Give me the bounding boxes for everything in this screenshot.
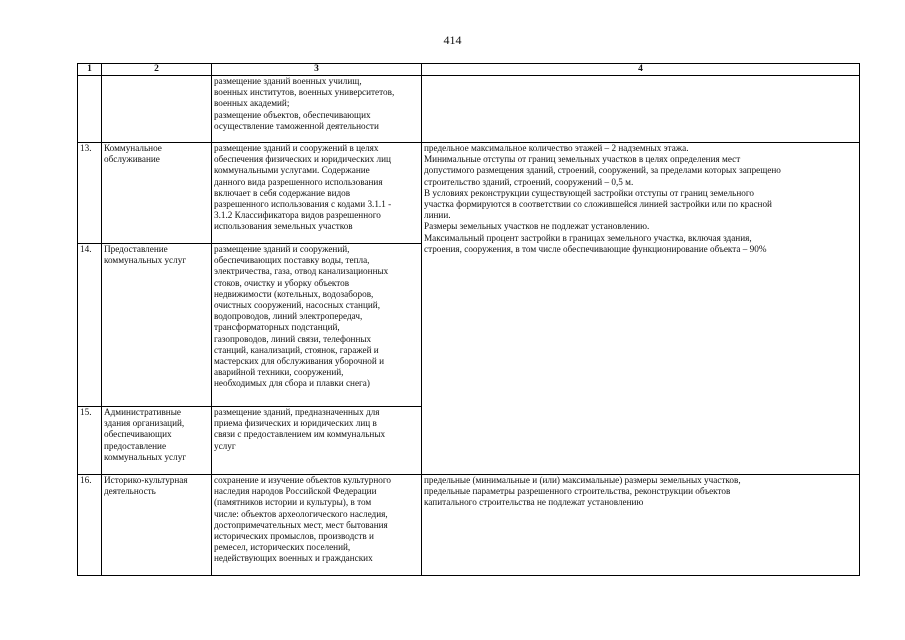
column-header-1: 1 (78, 64, 102, 76)
row-number-cell: 13. (78, 143, 102, 244)
page-number: 414 (443, 33, 462, 47)
use-name-cell: Историко-культурная деятельность (102, 475, 212, 576)
table-header-row (78, 64, 860, 76)
use-name-cell: Коммунальное обслуживание (102, 143, 212, 244)
table-row (78, 475, 860, 576)
column-header-3: 3 (212, 64, 422, 76)
column-header-2: 2 (102, 64, 212, 76)
row-number-cell: 15. (78, 407, 102, 475)
use-description-cell: размещение зданий и сооружений, обеспечивающих поставку воды, тепла, электричества, газа, отвод канализационных стоков, очистку и уборку объектов недвижимости (котельных, водозаборов, очистных сооружений, насосных станций, водопроводов, линий электропередач, трансформаторных подстанций, газопроводов, линий связи, телефонных станций, канализаций, стоянок, гаражей и мастерских для обслуживания уборочной и аварийной техники, сооружений, необходимых для сбора и плавки снега) (212, 244, 422, 407)
column-header-4: 4 (422, 64, 860, 76)
table-row (78, 76, 860, 143)
parameters-cell: предельное максимальное количество этажей – 2 надземных этажа. Минимальные отступы от границ земельных участков в целях определения мест допустимого размещения зданий, строений, сооружений, за пределами которых запрещено строительство зданий, строений, сооружений – 0,5 м. В условиях реконструкции существующей застройки отступы от границ земельного участка формируются в соответствии со сложившейся линией застройки или по красной линии. Размеры земельных участков не подлежат установлению. Максимальный процент застройки в границах земельного участка, включая здания, строения, сооружения, в том числе обеспечивающие функционирование объекта – 90% (422, 143, 860, 475)
use-description-cell: размещение зданий и сооружений в целях обеспечения физических и юридических лиц коммунальными услугами. Содержание данного вида разрешенного использования включает в себя содержание видов разрешенного использования с кодами 3.1.1 - 3.1.2 Классификатора видов разрешенного использования земельных участков (212, 143, 422, 244)
row-number-cell (78, 76, 102, 143)
table-row (78, 143, 860, 244)
use-name-cell: Административные здания организаций, обеспечивающих предоставление коммунальных услуг (102, 407, 212, 475)
use-description-cell: размещение зданий военных училищ, военных институтов, военных университетов, военных академий; размещение объектов, обеспечивающих осуществление таможенной деятельности (212, 76, 422, 143)
parameters-cell (422, 76, 860, 143)
use-description-cell: сохранение и изучение объектов культурного наследия народов Российской Федерации (памятников истории и культуры), в том числе: объектов археологического наследия, достопримечательных мест, мест бытования исторических промыслов, производств и ремесел, исторических поселений, недействующих военных и гражданских (212, 475, 422, 576)
row-number-cell: 16. (78, 475, 102, 576)
use-name-cell (102, 76, 212, 143)
use-name-cell: Предоставление коммунальных услуг (102, 244, 212, 407)
parameters-cell: предельные (минимальные и (или) максимальные) размеры земельных участков, предельные параметры разрешенного строительства, реконструкции объектов капитального строительства не подлежат установлению (422, 475, 860, 576)
use-description-cell: размещение зданий, предназначенных для приема физических и юридических лиц в связи с предоставлением им коммунальных услуг (212, 407, 422, 475)
zoning-table (77, 63, 860, 576)
row-number-cell: 14. (78, 244, 102, 407)
